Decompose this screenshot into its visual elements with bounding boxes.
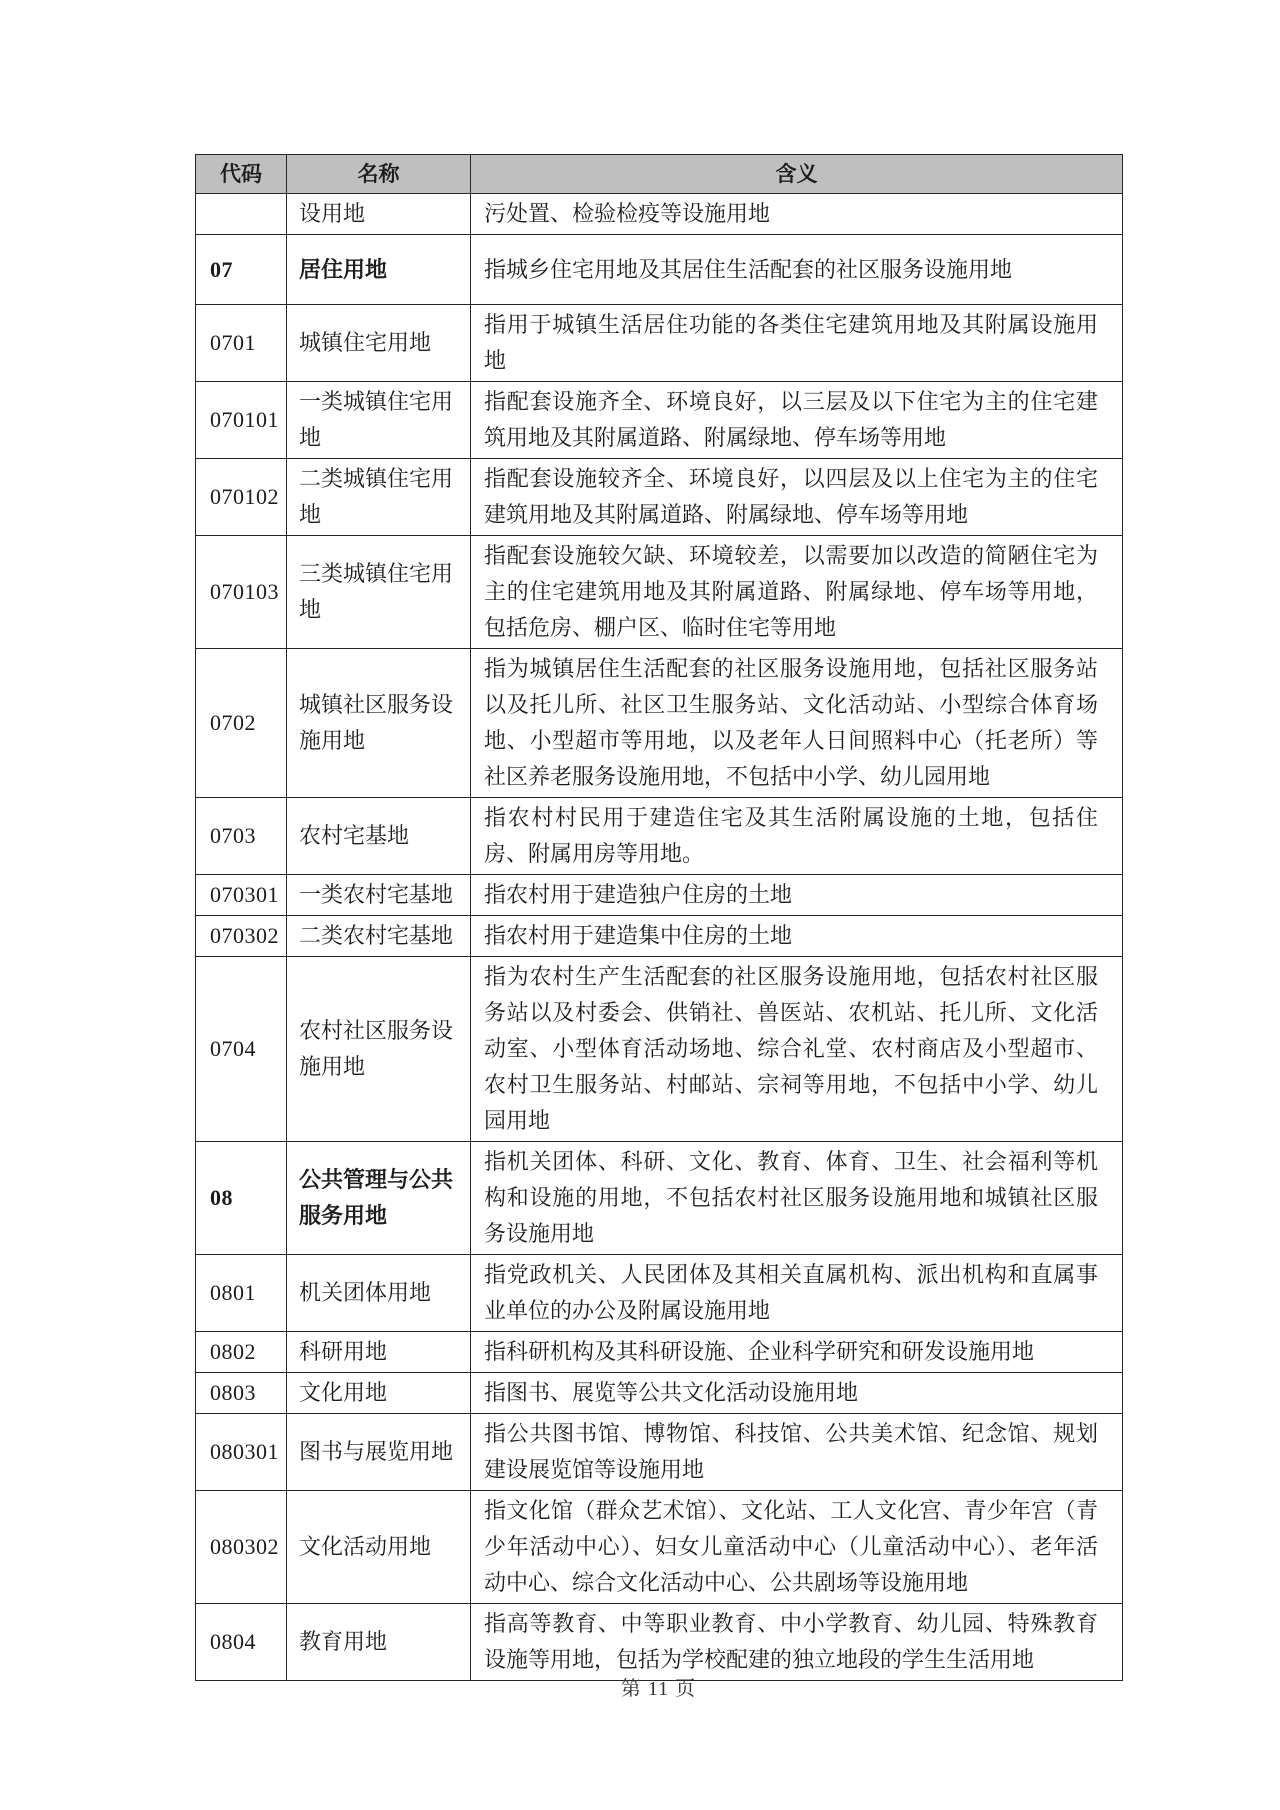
code-cell: 080301 <box>196 1414 287 1491</box>
table-row <box>196 1414 1123 1491</box>
code-cell: 0801 <box>196 1255 287 1332</box>
code-cell: 080302 <box>196 1491 287 1604</box>
code-cell: 0702 <box>196 649 287 798</box>
meaning-cell: 指图书、展览等公共文化活动设施用地 <box>471 1373 1123 1414</box>
meaning-cell: 指配套设施较欠缺、环境较差，以需要加以改造的简陋住宅为主的住宅建筑用地及其附属道路、附属绿地、停车场等用地，包括危房、棚户区、临时住宅等用地 <box>471 536 1123 649</box>
name-cell: 农村社区服务设施用地 <box>287 957 471 1142</box>
table-row <box>196 916 1123 957</box>
code-cell <box>196 194 287 235</box>
code-cell: 0802 <box>196 1332 287 1373</box>
code-cell: 07 <box>196 235 287 305</box>
name-cell: 二类农村宅基地 <box>287 916 471 957</box>
name-cell: 文化用地 <box>287 1373 471 1414</box>
header-name: 名称 <box>287 155 471 194</box>
meaning-cell: 指党政机关、人民团体及其相关直属机构、派出机构和直属事业单位的办公及附属设施用地 <box>471 1255 1123 1332</box>
table-row <box>196 1332 1123 1373</box>
table-row <box>196 1491 1123 1604</box>
code-cell: 070102 <box>196 459 287 536</box>
table-row <box>196 194 1123 235</box>
table-row <box>196 1142 1123 1255</box>
name-cell: 一类农村宅基地 <box>287 875 471 916</box>
meaning-cell: 指农村用于建造集中住房的土地 <box>471 916 1123 957</box>
table-header-row <box>196 155 1123 194</box>
meaning-cell: 污处置、检验检疫等设施用地 <box>471 194 1123 235</box>
table-row <box>196 649 1123 798</box>
header-code: 代码 <box>196 155 287 194</box>
name-cell: 三类城镇住宅用地 <box>287 536 471 649</box>
meaning-cell: 指配套设施较齐全、环境良好，以四层及以上住宅为主的住宅建筑用地及其附属道路、附属绿地、停车场等用地 <box>471 459 1123 536</box>
code-cell: 0701 <box>196 305 287 382</box>
meaning-cell: 指配套设施齐全、环境良好，以三层及以下住宅为主的住宅建筑用地及其附属道路、附属绿地、停车场等用地 <box>471 382 1123 459</box>
name-cell: 图书与展览用地 <box>287 1414 471 1491</box>
meaning-cell: 指用于城镇生活居住功能的各类住宅建筑用地及其附属设施用地 <box>471 305 1123 382</box>
table-row <box>196 235 1123 305</box>
name-cell: 科研用地 <box>287 1332 471 1373</box>
meaning-cell: 指文化馆（群众艺术馆）、文化站、工人文化宫、青少年宫（青少年活动中心）、妇女儿童活动中心（儿童活动中心）、老年活动中心、综合文化活动中心、公共剧场等设施用地 <box>471 1491 1123 1604</box>
meaning-cell: 指机关团体、科研、文化、教育、体育、卫生、社会福利等机构和设施的用地，不包括农村社区服务设施用地和城镇社区服务设施用地 <box>471 1142 1123 1255</box>
code-cell: 070101 <box>196 382 287 459</box>
table-row <box>196 1373 1123 1414</box>
meaning-cell: 指为农村生产生活配套的社区服务设施用地，包括农村社区服务站以及村委会、供销社、兽医站、农机站、托儿所、文化活动室、小型体育活动场地、综合礼堂、农村商店及小型超市、农村卫生服务站、村邮站、宗祠等用地，不包括中小学、幼儿园用地 <box>471 957 1123 1142</box>
meaning-cell: 指科研机构及其科研设施、企业科学研究和研发设施用地 <box>471 1332 1123 1373</box>
name-cell: 居住用地 <box>287 235 471 305</box>
table-row <box>196 459 1123 536</box>
code-cell: 08 <box>196 1142 287 1255</box>
table-row <box>196 875 1123 916</box>
table-row <box>196 305 1123 382</box>
name-cell: 一类城镇住宅用地 <box>287 382 471 459</box>
name-cell: 城镇社区服务设施用地 <box>287 649 471 798</box>
name-cell: 文化活动用地 <box>287 1491 471 1604</box>
name-cell: 教育用地 <box>287 1604 471 1681</box>
name-cell: 农村宅基地 <box>287 798 471 875</box>
code-cell: 0803 <box>196 1373 287 1414</box>
table-row <box>196 798 1123 875</box>
meaning-cell: 指高等教育、中等职业教育、中小学教育、幼儿园、特殊教育设施等用地，包括为学校配建的独立地段的学生生活用地 <box>471 1604 1123 1681</box>
code-cell: 0804 <box>196 1604 287 1681</box>
meaning-cell: 指城乡住宅用地及其居住生活配套的社区服务设施用地 <box>471 235 1123 305</box>
land-use-code-table <box>195 154 1123 1681</box>
name-cell: 公共管理与公共服务用地 <box>287 1142 471 1255</box>
table-row <box>196 1255 1123 1332</box>
page-number: 第 11 页 <box>620 1678 697 1700</box>
code-cell: 070302 <box>196 916 287 957</box>
table-row <box>196 382 1123 459</box>
name-cell: 城镇住宅用地 <box>287 305 471 382</box>
table-row <box>196 536 1123 649</box>
code-cell: 0704 <box>196 957 287 1142</box>
table-row <box>196 957 1123 1142</box>
code-cell: 070103 <box>196 536 287 649</box>
meaning-cell: 指为城镇居住生活配套的社区服务设施用地，包括社区服务站以及托儿所、社区卫生服务站、文化活动站、小型综合体育场地、小型超市等用地，以及老年人日间照料中心（托老所）等社区养老服务设施用地，不包括中小学、幼儿园用地 <box>471 649 1123 798</box>
meaning-cell: 指农村用于建造独户住房的土地 <box>471 875 1123 916</box>
name-cell: 机关团体用地 <box>287 1255 471 1332</box>
code-cell: 070301 <box>196 875 287 916</box>
name-cell: 设用地 <box>287 194 471 235</box>
header-meaning: 含义 <box>471 155 1123 194</box>
meaning-cell: 指公共图书馆、博物馆、科技馆、公共美术馆、纪念馆、规划建设展览馆等设施用地 <box>471 1414 1123 1491</box>
code-cell: 0703 <box>196 798 287 875</box>
name-cell: 二类城镇住宅用地 <box>287 459 471 536</box>
meaning-cell: 指农村村民用于建造住宅及其生活附属设施的土地，包括住房、附属用房等用地。 <box>471 798 1123 875</box>
table-row <box>196 1604 1123 1681</box>
